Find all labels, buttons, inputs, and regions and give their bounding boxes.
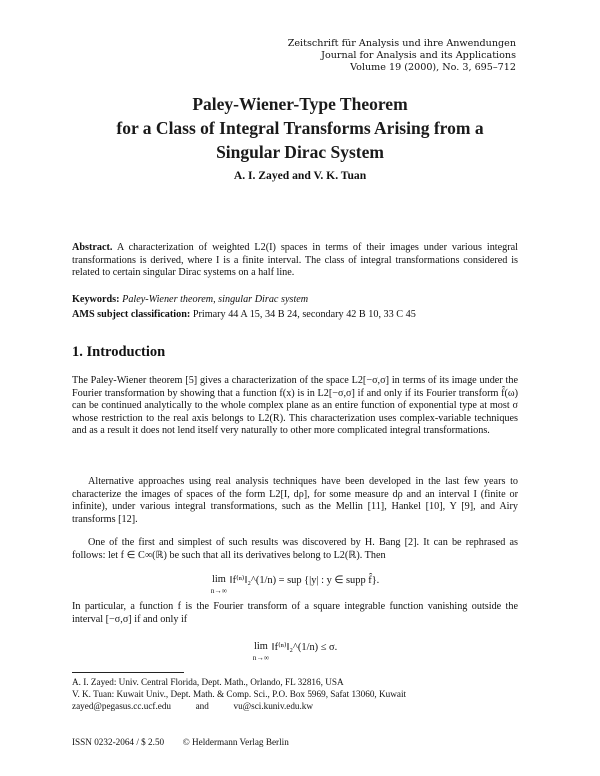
equation-1-body: ‖f⁽ⁿ⁾‖₂^(1/n) = sup {|y| : y ∈ supp f̂}. xyxy=(229,575,380,586)
title-line-2: for a Class of Integral Transforms Arising from a xyxy=(116,118,484,138)
equation-2-lim-sub: n→∞ xyxy=(252,653,270,662)
footnotes xyxy=(72,676,518,713)
footnote-emails xyxy=(72,700,518,712)
footnote-zayed: A. I. Zayed: Univ. Central Florida, Dept. Math., Orlando, FL 32816, USA xyxy=(72,677,344,687)
abstract xyxy=(72,242,518,280)
page-footer xyxy=(72,737,289,747)
paper-title xyxy=(60,92,540,164)
authors: A. I. Zayed and V. K. Tuan xyxy=(233,169,367,182)
journal-name-german: Zeitschrift für Analysis und ihre Anwendungen xyxy=(287,38,516,49)
equation-2-body: ‖f⁽ⁿ⁾‖₂^(1/n) ≤ σ. xyxy=(271,642,338,653)
equation-1-lim: lim xyxy=(211,574,226,585)
footnote-divider xyxy=(72,672,184,673)
paragraph-1: The Paley-Wiener theorem [5] gives a characterization of the space L2[−σ,σ] in terms of its image under the Fourier transformation by showing that a function f(x) is in L2[−σ,σ] if and only if its Fourier transform f̂(ω) can be continued analytically to the whole complex plane as an entire function of exponential type at most σ whose restriction to the real axis belongs to L2(R). This characterization uses complex-variable techniques and as a result it does not lend itself very naturally to other more complicated integral transformations. xyxy=(72,375,518,437)
footer-publisher: © Heldermann Verlag Berlin xyxy=(182,737,289,747)
paragraph-4: In particular, a function f is the Fourier transform of a square integrable function vanishing outside the interval [−σ,σ] if and only if xyxy=(72,601,518,625)
email-zayed[interactable]: zayed@pegasus.cc.ucf.edu xyxy=(72,701,172,712)
email-tuan[interactable]: vu@sci.kuniv.edu.kw xyxy=(233,701,314,712)
title-line-3: Singular Dirac System xyxy=(216,142,384,162)
journal-name-english: Journal for Analysis and its Applications xyxy=(321,50,516,62)
ams-classification xyxy=(72,309,518,322)
keywords-text: Paley-Wiener theorem, singular Dirac system xyxy=(122,294,309,305)
equation-1-limit xyxy=(211,574,227,596)
section-heading: 1. Introduction xyxy=(72,344,166,360)
abstract-text: A characterization of weighted L2(I) spaces in terms of their images under various integral transformations is derived, where I is a finite interval. The class of integral transformations considered is related to certain singular Dirac systems on a half line. xyxy=(72,242,518,279)
footer-issn: ISSN 0232-2064 / $ 2.50 xyxy=(72,737,165,747)
equation-1 xyxy=(72,574,518,596)
equation-2-lim: lim xyxy=(254,641,268,652)
journal-volume: Volume 19 (2000), No. 3, 695–712 xyxy=(350,62,516,74)
abstract-label: Abstract. xyxy=(72,242,113,253)
email-and: and xyxy=(195,701,209,712)
equation-1-lim-sub: n→∞ xyxy=(210,586,228,595)
title-line-1: Paley-Wiener-Type Theorem xyxy=(192,94,408,114)
keywords xyxy=(72,294,518,307)
keywords-label: Keywords: xyxy=(72,294,120,305)
equation-2 xyxy=(72,641,518,663)
paragraph-3: One of the first and simplest of such results was discovered by H. Bang [2]. It can be rephrased as follows: let f ∈ C∞(ℝ) be such that all its derivatives belong to L2(ℝ). Then xyxy=(72,537,518,561)
journal-header xyxy=(196,38,516,75)
footnote-tuan: V. K. Tuan: Kuwait Univ., Dept. Math. & Comp. Sci., P.O. Box 5969, Safat 13060, Kuwait xyxy=(72,689,407,700)
ams-label: AMS subject classification: xyxy=(72,309,191,320)
paragraph-2: Alternative approaches using real analysis techniques have been developed in the last few years to characterize the images of spaces of the form L2[I, dρ], for some measure dρ and an interval I (finite or infinite), under various integral transformations, such as the Mellin [11], Hankel [10], Y [9], and Airy transforms [12]. xyxy=(72,476,518,525)
equation-2-limit xyxy=(253,641,269,663)
ams-text: Primary 44 A 15, 34 B 24, secondary 42 B 10, 33 C 45 xyxy=(192,309,416,320)
